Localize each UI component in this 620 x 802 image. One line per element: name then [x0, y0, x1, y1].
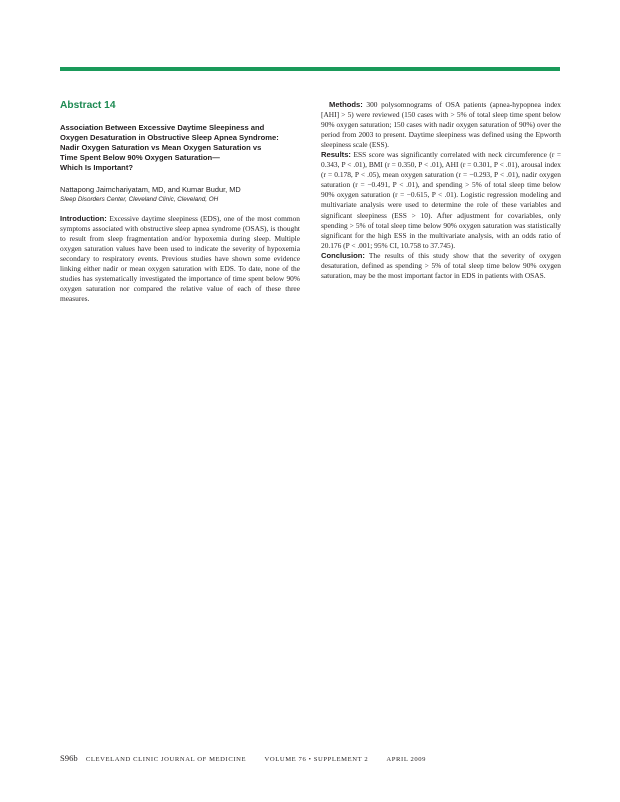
introduction-text: Excessive daytime sleepiness (EDS), one of the most common symptoms associated with obstructive sleep apnea syndrome (OSAS), is thought to result from sleep fragmentation and/or hypoxemia during sleep. Multiple oxygen saturation values have been used to indicate the severity of hypoxemia secondary to respiratory events. Previous studies have shown some evidence linking either nadir or mean oxygen saturation with EDS. To date, none of the studies has systematically investigated the importance of time spent below 90% oxygen saturation nor compared the relative value of each of these three measures. [60, 214, 300, 304]
issue-date: APRIL 2009 [386, 756, 427, 763]
conclusion-text: The results of this study show that the severity of oxygen desaturation, defined as spending > 5% of total sleep time below 90% oxygen saturation, may be the most important factor in EDS in patients with OSAS. [321, 250, 561, 280]
page-footer [60, 753, 560, 765]
conclusion-paragraph [321, 251, 561, 281]
title-line: Oxygen Desaturation in Obstructive Sleep Apnea Syndrome: [60, 133, 279, 143]
methods-paragraph [321, 100, 561, 150]
abstract-title [60, 123, 300, 173]
right-column [321, 100, 561, 281]
results-label: Results: [321, 150, 351, 160]
title-line: Association Between Excessive Daytime Sleepiness and [60, 123, 265, 132]
journal-name: CLEVELAND CLINIC JOURNAL OF MEDICINE [85, 756, 247, 763]
affiliation: Sleep Disorders Center, Cleveland Clinic, Cleveland, OH [60, 196, 219, 204]
abstract-label: Abstract 14 [60, 100, 116, 111]
introduction-label: Introduction: [60, 214, 107, 224]
page-number: S96b [60, 753, 78, 763]
volume-info: VOLUME 76 • SUPPLEMENT 2 [264, 756, 369, 763]
left-column [60, 100, 300, 304]
introduction-paragraph [60, 214, 300, 304]
conclusion-label: Conclusion: [321, 250, 365, 260]
title-line: Nadir Oxygen Saturation vs Mean Oxygen Saturation vs [60, 143, 262, 153]
title-line: Time Spent Below 90% Oxygen Saturation— [60, 153, 220, 163]
title-line: Which Is Important? [60, 163, 133, 173]
results-text: ESS score was significantly correlated with neck circumference (r = 0.343, P < .01), BMI (r = 0.350, P < .01), AHI (r = 0.301, P < .01), arousal index (r = 0.178, P < .05), mean oxygen saturation (r = −0.293, P < .01), nadir oxygen saturation (r = −0.491, P < .01), and spending > 5% of total sleep time below 90% oxygen saturation (r = −0.615, P < .01). Logistic regression modeling and multivariate analysis were used to determine the role of these variables and significant sleepiness (ESS > 10). After adjustment for covariables, only spending > 5% of total sleep time below 90% oxygen saturation was statistically significant for the high ESS in the multivariate analysis, with an odds ratio of 20.176 (P < .001; 95% CI, 10.758 to 37.745). [321, 150, 561, 250]
methods-text: 300 polysomnograms of OSA patients (apnea-hypopnea index [AHI] > 5) were reviewed (150 cases with > 5% of total sleep time spent below 90% oxygen saturation; 150 cases with nadir oxygen saturation of 90%) over the period from 2003 to present. Daytime sleepiness was defined using the Epworth sleepiness scale (ESS). [321, 100, 561, 150]
results-paragraph [321, 150, 561, 250]
authors: Nattapong Jaimchariyatam, MD, and Kumar Budur, MD [60, 185, 241, 195]
header-rule [60, 67, 560, 71]
methods-label: Methods: [329, 100, 363, 109]
